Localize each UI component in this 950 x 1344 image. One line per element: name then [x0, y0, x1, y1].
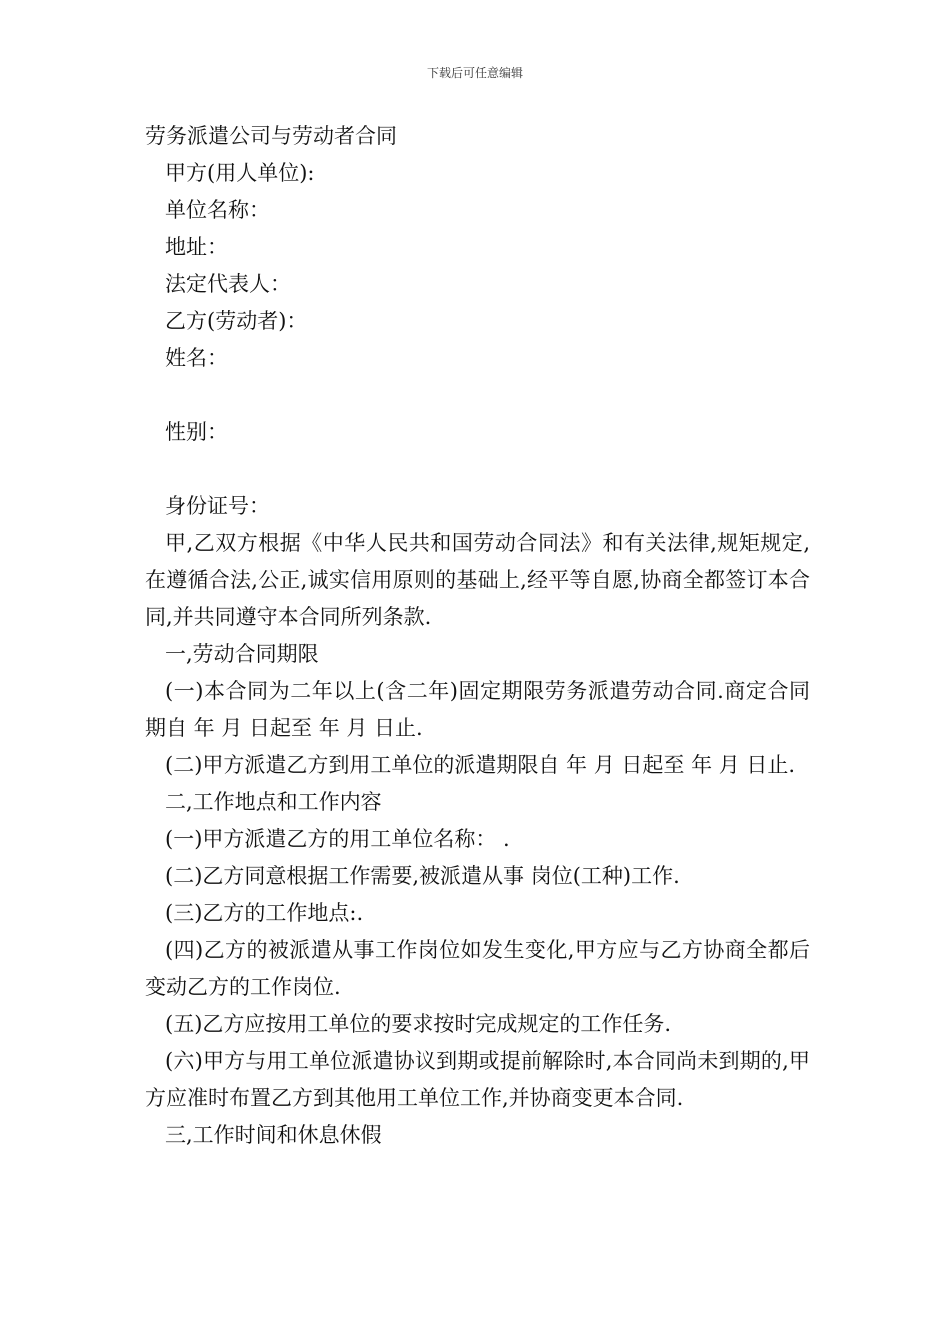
- section-2-heading: 二,工作地点和工作内容: [165, 790, 382, 814]
- name-label: 姓名：: [165, 346, 228, 370]
- document-title: 劳务派遣公司与劳动者合同: [145, 124, 397, 148]
- section-2-clause-1: (一)甲方派遣乙方的用工单位名称： .: [165, 827, 510, 851]
- spacer: [145, 451, 810, 488]
- section-2-clause-6: (六)甲方与用工单位派遣协议到期或提前解除时,本合同尚未到期的,甲方应准时布置乙方到其他用工单位工作,并协商变更本合同.: [145, 1049, 810, 1110]
- party-b-label: 乙方(劳动者)：: [165, 309, 308, 333]
- section-2-clause-2: (二)乙方同意根据工作需要,被派遣从事 岗位(工种)工作.: [165, 864, 680, 888]
- section-1-clause-1: (一)本合同为二年以上(含二年)固定期限劳务派遣劳动合同.商定合同期自 年 月 日起至 年 月 日止.: [145, 679, 810, 740]
- contract-document: [145, 118, 810, 1154]
- section-2-clause-3: (三)乙方的工作地点:.: [165, 901, 364, 925]
- page-header-note: 下载后可任意编辑: [426, 66, 523, 80]
- section-2-clause-4: (四)乙方的被派遣从事工作岗位如发生变化,甲方应与乙方协商全都后变动乙方的工作岗位.: [145, 938, 810, 999]
- section-1-clause-2: (二)甲方派遣乙方到用工单位的派遣期限自 年 月 日起至 年 月 日止.: [165, 753, 796, 777]
- preamble-paragraph: 甲,乙双方根据《中华人民共和国劳动合同法》和有关法律,规矩规定,在遵循合法,公正,诚实信用原则的基础上,经平等自愿,协商全都签订本合同,并共同遵守本合同所列条款.: [145, 531, 810, 629]
- party-a-label: 甲方(用人单位):: [165, 161, 315, 185]
- section-2-clause-5: (五)乙方应按用工单位的要求按时完成规定的工作任务.: [165, 1012, 672, 1036]
- section-3-heading: 三,工作时间和休息休假: [165, 1123, 382, 1147]
- id-number-label: 身份证号：: [165, 494, 270, 518]
- legal-representative-label: 法定代表人：: [165, 272, 291, 296]
- section-1-heading: 一,劳动合同期限: [165, 642, 319, 666]
- gender-label: 性别：: [165, 420, 228, 444]
- unit-name-label: 单位名称：: [165, 198, 270, 222]
- address-label: 地址：: [165, 235, 228, 259]
- spacer: [145, 377, 810, 414]
